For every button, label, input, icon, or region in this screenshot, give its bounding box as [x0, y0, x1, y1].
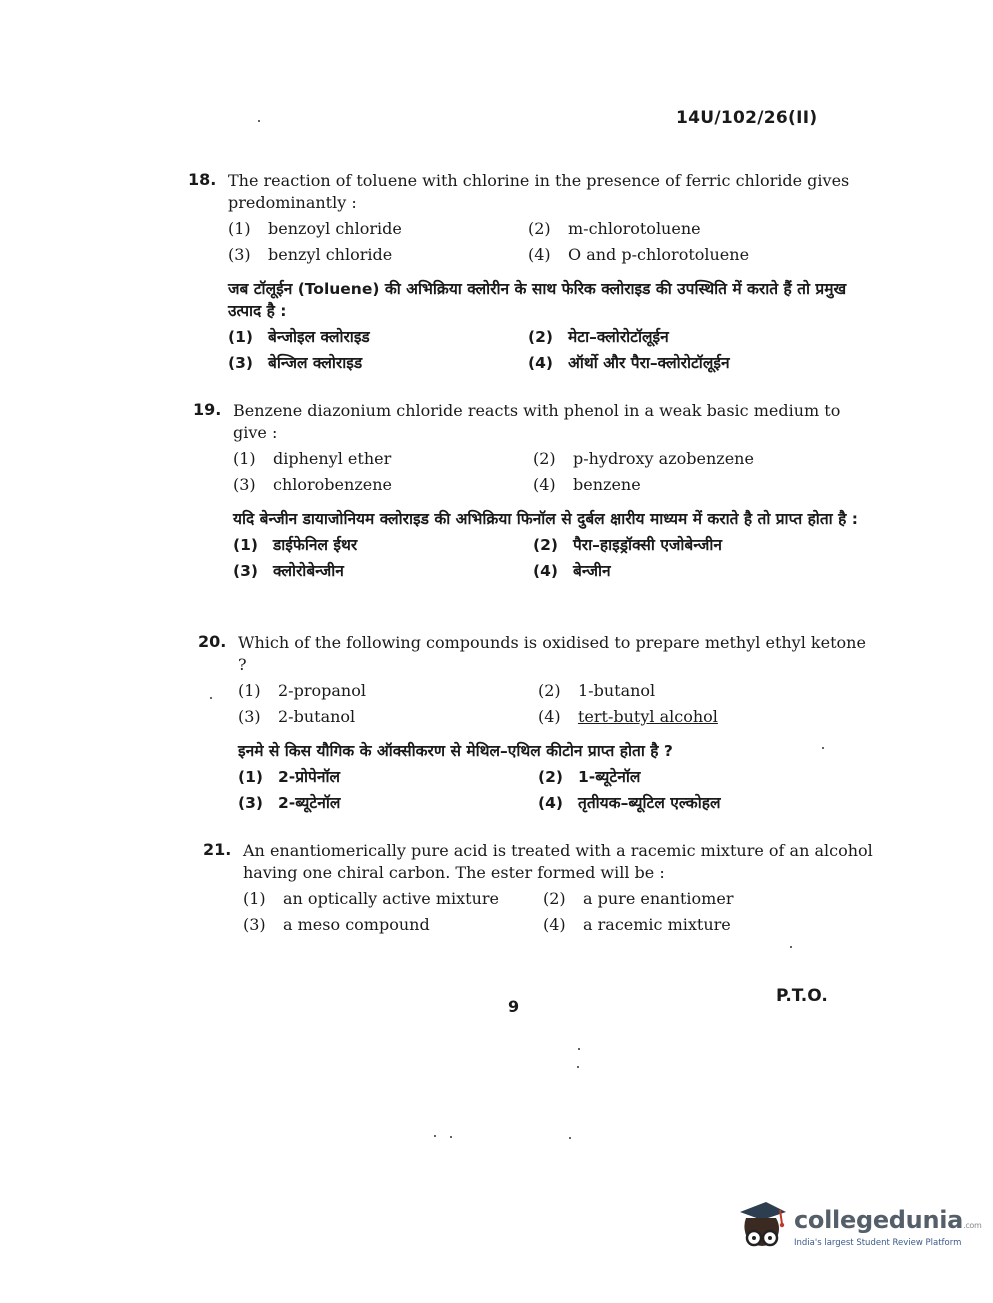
question-stem-english: The reaction of toluene with chlorine in the presence of ferric chloride gives predominantly : — [228, 171, 850, 212]
options-hindi — [228, 326, 858, 374]
scan-speck — [569, 1137, 571, 1139]
scan-speck — [258, 120, 260, 122]
mascot-icon — [736, 1198, 788, 1256]
option: (2) m-chlorotoluene — [528, 219, 701, 238]
scan-speck — [577, 1066, 579, 1068]
scan-speck — [822, 747, 824, 749]
hindi-translation — [228, 278, 858, 374]
question-stem-hindi: इनमे से किस यौगिक के ऑक्सीकरण से मेथिल–एथिल कीटोन प्राप्त होता है ? — [238, 742, 673, 760]
hindi-translation — [233, 508, 863, 582]
option: (4) tert-butyl alcohol — [538, 707, 718, 726]
option: (3) benzyl chloride — [228, 245, 393, 264]
option: (1) डाईफेनिल ईथर — [233, 536, 358, 554]
option: (1) an optically active mixture — [243, 889, 500, 908]
option: (4) O and p-chlorotoluene — [528, 245, 750, 264]
collegedunia-watermark — [736, 1198, 982, 1258]
options-english — [228, 218, 858, 266]
option: (2) मेटा–क्लोरोटॉलूईन — [528, 328, 669, 346]
option: (4) तृतीयक–ब्यूटिल एल्कोहल — [538, 794, 721, 812]
option: (2) पैरा–हाइड्रॉक्सी एजोबेन्जीन — [533, 536, 722, 554]
brand-tagline: India's largest Student Review Platform — [794, 1238, 962, 1248]
scan-speck — [210, 697, 212, 699]
scan-speck — [578, 1048, 580, 1050]
scan-speck — [434, 1135, 436, 1137]
option: (4) a racemic mixture — [543, 915, 731, 934]
question-21 — [203, 840, 873, 936]
option: (3) a meso compound — [243, 915, 430, 934]
option: (3) 2-butanol — [238, 707, 356, 726]
option: (2) p-hydroxy azobenzene — [533, 449, 754, 468]
options-english — [238, 680, 868, 728]
option: (3) बेन्जिल क्लोराइड — [228, 354, 363, 372]
question-number: 20. — [198, 632, 227, 651]
question-19 — [193, 400, 863, 582]
option: (2) a pure enantiomer — [543, 889, 734, 908]
option: (1) benzoyl chloride — [228, 219, 402, 238]
option: (1) 2-प्रोपेनॉल — [238, 768, 340, 786]
scan-speck — [790, 946, 792, 948]
scan-speck — [450, 1136, 452, 1138]
option: (4) benzene — [533, 475, 641, 494]
option: (3) क्लोरोबेन्जीन — [233, 562, 344, 580]
question-number: 18. — [188, 170, 217, 189]
option: (2) 1-butanol — [538, 681, 656, 700]
option: (1) 2-propanol — [238, 681, 366, 700]
options-hindi — [238, 766, 868, 814]
options-english — [233, 448, 863, 496]
options-english — [243, 888, 873, 936]
option: (4) बेन्जीन — [533, 562, 611, 580]
option: (4) ऑर्थो और पैरा–क्लोरोटॉलूईन — [528, 354, 730, 372]
option: (1) बेन्जोइल क्लोराइड — [228, 328, 370, 346]
question-stem-english: Benzene diazonium chloride reacts with phenol in a weak basic medium to give : — [233, 401, 841, 442]
option: (1) diphenyl ether — [233, 449, 392, 468]
question-number: 21. — [203, 840, 232, 859]
option: (2) 1-ब्यूटेनॉल — [538, 768, 641, 786]
page-number: 9 — [508, 997, 520, 1016]
pto-label: P.T.O. — [776, 986, 828, 1006]
paper-code: 14U/102/26(II) — [676, 108, 818, 128]
option: (3) 2-ब्यूटेनॉल — [238, 794, 341, 812]
question-number: 19. — [193, 400, 222, 419]
brand-name: collegedunia.com — [794, 1206, 982, 1234]
hindi-translation — [238, 740, 868, 814]
question-stem-hindi: यदि बेन्जीन डायाजोनियम क्लोराइड की अभिक्रिया फिनॉल से दुर्बल क्षारीय माध्यम में कराते है तो प्राप्त होता है : — [233, 510, 858, 528]
question-20 — [198, 632, 868, 814]
question-stem-english: Which of the following compounds is oxidised to prepare methyl ethyl ketone ? — [238, 633, 866, 674]
question-stem-hindi: जब टॉलूईन (Toluene) की अभिक्रिया क्लोरीन के साथ फेरिक क्लोराइड की उपस्थिति में कराते हैं तो प्रमुख उत्पाद है : — [228, 280, 847, 320]
option: (3) chlorobenzene — [233, 475, 392, 494]
question-stem-english: An enantiomerically pure acid is treated with a racemic mixture of an alcohol having one chiral carbon. The ester formed will be : — [243, 841, 873, 882]
options-hindi — [233, 534, 863, 582]
question-18 — [188, 170, 858, 374]
